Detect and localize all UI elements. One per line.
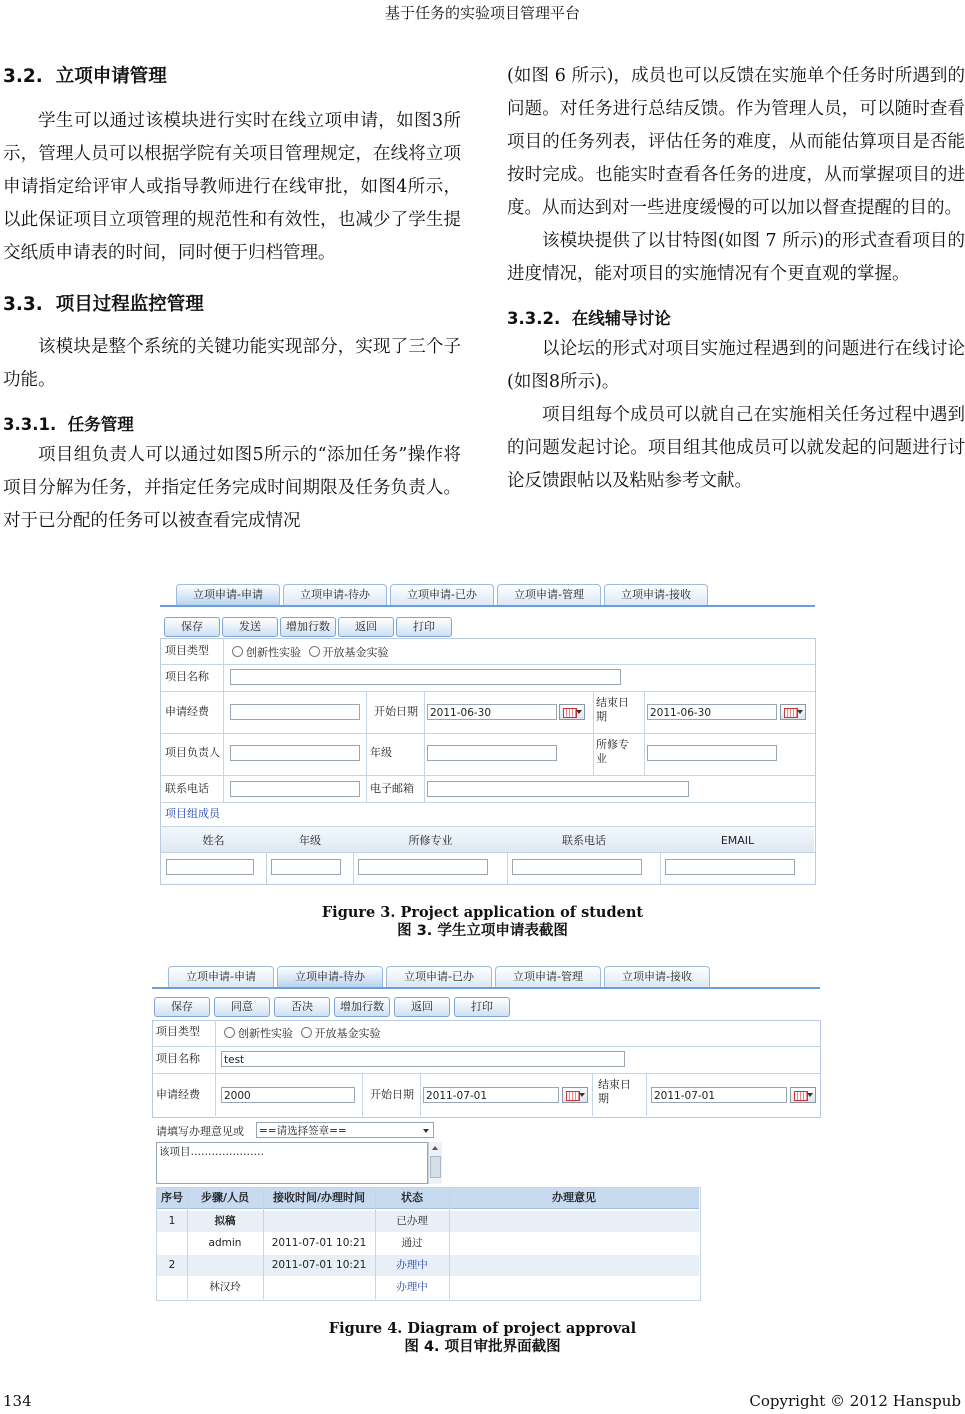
- signature-select[interactable]: [256, 1122, 434, 1138]
- member-grade-input[interactable]: [271, 859, 341, 875]
- tab-receive[interactable]: 立项申请-接收: [604, 966, 710, 987]
- label-leader: 项目负责人: [165, 746, 220, 759]
- label-email: 电子邮箱: [370, 782, 414, 795]
- end-date-input[interactable]: 2011-07-01: [651, 1087, 787, 1103]
- paragraph: 以论坛的形式对项目实施过程遇到的问题进行在线讨论(如图8所示)。: [507, 339, 965, 392]
- section-title: 在线辅导讨论: [571, 309, 671, 328]
- table-row: [157, 1277, 699, 1298]
- label-grade: 年级: [370, 746, 392, 759]
- print-button[interactable]: 打印: [454, 997, 510, 1017]
- back-button[interactable]: 返回: [394, 997, 450, 1017]
- caption-chinese: 图 4. 项目审批界面截图: [404, 1339, 561, 1355]
- cell-status[interactable]: 办理中: [396, 1259, 428, 1271]
- opinion-textarea[interactable]: 该项目…………………: [156, 1142, 428, 1184]
- col-step: 步骤/人员: [187, 1188, 263, 1209]
- radio-innovative[interactable]: [232, 646, 243, 657]
- label-major: 所修专业: [596, 738, 629, 765]
- start-date-input[interactable]: 2011-07-01: [423, 1087, 559, 1103]
- cell-time: 2011-07-01 10:21: [271, 1237, 367, 1249]
- section-number: 3.2.: [3, 66, 43, 87]
- add-rows-button[interactable]: 增加行数: [280, 617, 336, 637]
- label-end-date: 结束日期: [596, 696, 629, 723]
- cell-status: 通过: [401, 1237, 423, 1249]
- col-email: EMAIL: [720, 834, 755, 847]
- tab-receive[interactable]: 立项申请-接收: [604, 584, 708, 605]
- label-end-date: 结束日期: [598, 1078, 631, 1105]
- approve-button[interactable]: 同意: [214, 997, 270, 1017]
- label-project-type: 项目类型: [165, 644, 209, 657]
- tab-done[interactable]: 立项申请-已办: [390, 584, 494, 605]
- major-input[interactable]: [647, 745, 777, 761]
- section-3-3-2-heading: [507, 305, 965, 333]
- calendar-icon[interactable]: [780, 704, 806, 720]
- project-name-input[interactable]: test: [221, 1051, 625, 1067]
- member-phone-input[interactable]: [512, 859, 642, 875]
- cell-status[interactable]: 办理中: [396, 1281, 428, 1293]
- label-funds: 申请经费: [165, 705, 209, 718]
- email-input[interactable]: [427, 781, 689, 797]
- label-phone: 联系电话: [165, 782, 209, 795]
- cell-step: 拟稿: [214, 1215, 236, 1227]
- funds-input[interactable]: 2000: [221, 1087, 355, 1103]
- label-project-name: 项目名称: [165, 670, 209, 683]
- table-row: [157, 1211, 699, 1232]
- tab-manage[interactable]: 立项申请-管理: [497, 584, 601, 605]
- back-button[interactable]: 返回: [338, 617, 394, 637]
- paragraph: 项目组每个成员可以就自己在实施相关任务过程中遇到的问题发起讨论。项目组其他成员可以就发起的问题进行讨论反馈跟帖以及粘贴参考文献。: [507, 405, 965, 491]
- paragraph: 该模块提供了以甘特图(如图 7 所示)的形式查看项目的进度情况，能对项目的实施情况有个更直观的掌握。: [507, 231, 965, 284]
- add-rows-button[interactable]: 增加行数: [334, 997, 390, 1017]
- section-number: 3.3.1.: [3, 415, 57, 434]
- col-no: 序号: [157, 1188, 187, 1209]
- section-3-3-1-heading: [3, 411, 461, 439]
- label-opinion: 请填写办理意见或: [156, 1125, 244, 1138]
- project-type-radios: [232, 646, 389, 660]
- send-button[interactable]: 发送: [222, 617, 278, 637]
- tab-todo[interactable]: 立项申请-待办: [277, 966, 383, 987]
- tab-bar: [152, 966, 820, 989]
- member-name-input[interactable]: [166, 859, 254, 875]
- section-title: 立项申请管理: [55, 66, 167, 87]
- figure-3-caption: [0, 903, 965, 941]
- tab-apply[interactable]: 立项申请-申请: [168, 966, 274, 987]
- calendar-icon[interactable]: [790, 1087, 816, 1103]
- tab-bar: [160, 584, 815, 607]
- chevron-down-icon: [423, 1129, 429, 1133]
- tab-done[interactable]: 立项申请-已办: [386, 966, 492, 987]
- radio-innovative-label: 创新性实验: [246, 646, 301, 659]
- table-row: [157, 1255, 699, 1276]
- leader-input[interactable]: [230, 745, 360, 761]
- end-date-input[interactable]: 2011-06-30: [647, 704, 777, 720]
- label-start-date: 开始日期: [374, 705, 418, 718]
- page-number: 134: [3, 1392, 32, 1410]
- section-title: 项目过程监控管理: [55, 294, 204, 315]
- label-project-type: 项目类型: [156, 1025, 200, 1038]
- member-major-input[interactable]: [358, 859, 488, 875]
- label-funds: 申请经费: [156, 1088, 200, 1101]
- radio-open-fund-label: 开放基金实验: [322, 646, 389, 659]
- table-row: [157, 1233, 699, 1254]
- funds-input[interactable]: [230, 704, 360, 720]
- copyright: Copyright © 2012 Hanspub: [749, 1392, 961, 1410]
- textarea-scrollbar[interactable]: [428, 1142, 442, 1184]
- figure-4-screenshot: [152, 966, 820, 1301]
- calendar-icon[interactable]: [559, 704, 585, 720]
- figure-4-caption: [0, 1319, 965, 1357]
- section-3-2-heading: [3, 60, 461, 93]
- reject-button[interactable]: 否决: [274, 997, 330, 1017]
- phone-input[interactable]: [230, 781, 360, 797]
- tab-apply[interactable]: 立项申请-申请: [176, 584, 280, 605]
- member-email-input[interactable]: [665, 859, 795, 875]
- section-number: 3.3.2.: [507, 309, 561, 328]
- col-time: 接收时间/办理时间: [263, 1188, 375, 1209]
- label-start-date: 开始日期: [370, 1088, 414, 1101]
- right-column: [507, 60, 965, 498]
- cell-no: 1: [168, 1215, 176, 1227]
- caption-english: Figure 3. Project application of student: [321, 904, 644, 921]
- cell-step: admin: [208, 1237, 242, 1249]
- paragraph: 该模块是整个系统的关键功能实现部分，实现了三个子功能。: [3, 337, 461, 390]
- cell-no: 2: [168, 1259, 176, 1271]
- col-grade: 年级: [299, 834, 321, 847]
- save-button[interactable]: 保存: [164, 617, 220, 637]
- col-major: 所修专业: [408, 834, 453, 847]
- col-name: 姓名: [202, 834, 225, 847]
- cell-time: 2011-07-01 10:21: [271, 1259, 367, 1271]
- calendar-icon[interactable]: [562, 1087, 588, 1103]
- col-status: 状态: [375, 1188, 449, 1209]
- paragraph: (如图 6 所示)，成员也可以反馈在实施单个任务时所遇到的问题。对任务进行总结反馈。作为管理人员，可以随时查看项目的任务列表，评估任务的难度，从而能估算项目是否能按时完成。也能实时查看各任务的进度，从而掌握项目的进度。从而达到对一些进度缓慢的可以加以督查提醒的目的。: [507, 66, 965, 218]
- label-members: 项目组成员: [165, 807, 220, 820]
- print-button[interactable]: 打印: [396, 617, 452, 637]
- cell-step: 林汉玲: [209, 1281, 241, 1293]
- section-3-3-heading: [3, 288, 461, 321]
- paragraph: 学生可以通过该模块进行实时在线立项申请，如图3所示，管理人员可以根据学院有关项目管理规定，在线将立项申请指定给评审人或指导教师进行在线审批，如图4所示，以此保证项目立项管理的规范性和有效性，也减少了学生提交纸质申请表的时间，同时便于归档管理。: [3, 111, 461, 263]
- cell-status: 已办理: [396, 1215, 428, 1227]
- running-header: 基于任务的实验项目管理平台: [384, 4, 580, 22]
- project-name-input[interactable]: [230, 669, 621, 685]
- label-project-name: 项目名称: [156, 1052, 200, 1065]
- tab-todo[interactable]: 立项申请-待办: [283, 584, 387, 605]
- scroll-up-icon: [432, 1146, 438, 1150]
- radio-innovative[interactable]: [224, 1027, 235, 1038]
- radio-open-fund[interactable]: [301, 1027, 312, 1038]
- figure-3-screenshot: [160, 584, 815, 884]
- caption-chinese: 图 3. 学生立项申请表截图: [397, 923, 568, 939]
- select-value: ==请选择签章==: [259, 1125, 347, 1137]
- radio-innovative-label: 创新性实验: [238, 1027, 293, 1040]
- paragraph: 项目组负责人可以通过如图5所示的“添加任务”操作将项目分解为任务，并指定任务完成时间期限及任务负责人。对于已分配的任务可以被查看完成情况: [3, 445, 461, 531]
- start-date-input[interactable]: 2011-06-30: [427, 704, 557, 720]
- radio-open-fund-label: 开放基金实验: [314, 1027, 381, 1040]
- save-button[interactable]: 保存: [154, 997, 210, 1017]
- section-title: 任务管理: [67, 415, 134, 434]
- section-number: 3.3.: [3, 294, 43, 315]
- project-type-radios: [224, 1027, 381, 1041]
- caption-english: Figure 4. Diagram of project approval: [328, 1320, 637, 1337]
- left-column: [3, 60, 461, 538]
- grade-input[interactable]: [427, 745, 557, 761]
- radio-open-fund[interactable]: [309, 646, 320, 657]
- tab-manage[interactable]: 立项申请-管理: [495, 966, 601, 987]
- col-phone: 联系电话: [562, 834, 606, 847]
- col-opinion: 办理意见: [449, 1188, 699, 1209]
